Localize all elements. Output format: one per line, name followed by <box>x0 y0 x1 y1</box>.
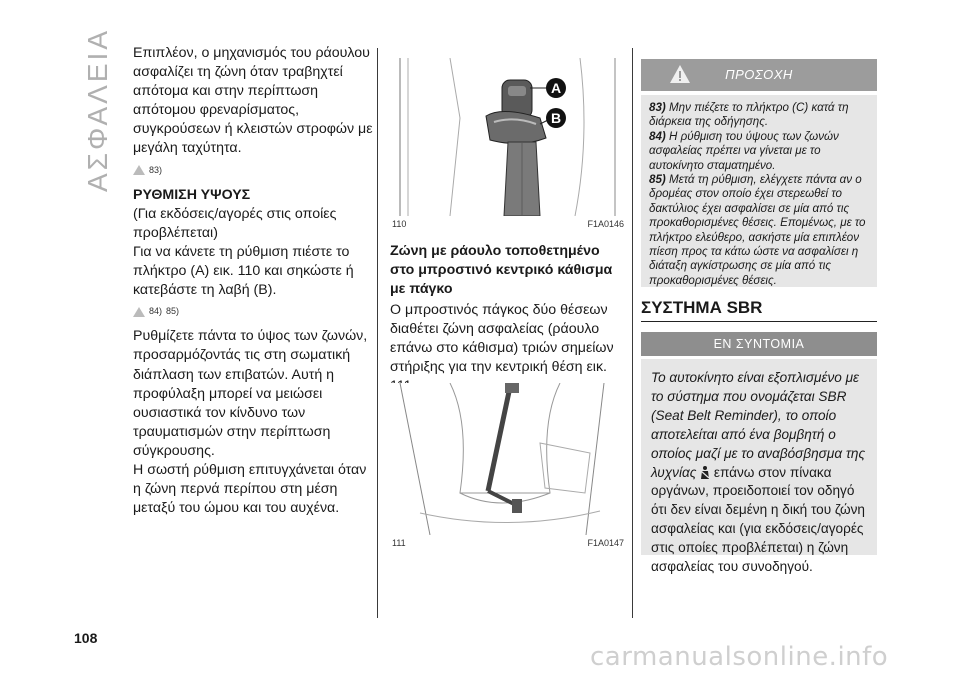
warning-item-83: 83) Μην πιέζετε το πλήκτρο (C) κατά τη διάρκεια της οδήγησης. <box>649 101 849 129</box>
figure-code: F1A0146 <box>587 219 624 229</box>
warning-body <box>641 95 877 287</box>
warning-header <box>641 59 877 91</box>
intro-paragraph: Επιπλέον, ο μηχανισμός του ράουλου ασφαλίζει τη ζώνη όταν τραβηχτεί απότομα και στην περίπτωση απότομου φρεναρίσματος, συγκρούσεων ή κλειστών στροφών με μεγάλη ταχύτητα. <box>133 45 373 157</box>
versions-note: (Για εκδόσεις/αγορές στις οποίες προβλέπεται) <box>133 205 337 241</box>
center-belt-heading: Ζώνη με ράουλο τοποθετημένο στο μπροστινό κεντρικό κάθισμα με πάγκο <box>390 243 613 297</box>
text-column-2 <box>390 242 626 396</box>
sbr-section-title: ΣΥΣΤΗΜΑ SBR <box>641 298 877 322</box>
summary-header: ΕΝ ΣΥΝΤΟΜΙΑ <box>641 332 877 356</box>
height-adjust-heading: ΡΥΘΜΙΣΗ ΥΨΟΥΣ <box>133 186 251 203</box>
center-belt-paragraph: Ο μπροστινός πάγκος δύο θέσεων διαθέτει ζώνη ασφαλείας (ράουλο επάνω στο κάθισμα) τριών σημείων στήριξης για την κεντρική θέση εικ. <box>390 302 614 375</box>
seatbelt-warning-lamp-icon <box>700 466 710 479</box>
summary-paragraph: Το αυτοκίνητο είναι εξοπλισμένο με το σύστημα που ονομάζεται SBR (Seat Belt Reminder), το οποίο αποτελείται από ένα βομβητή ο οποίος μαζί με το αναβόσβησμα της λυχνίας επάνω στον πίνακα οργάνων, προειδοποιεί τον οδηγό ότι δεν είναι δεμένη η δική του ζώνη ασφαλείας και (για εκδόσεις/αγορές στις οποίες προβλέπεται) η ζώνη ασφαλείας του συνοδηγού. <box>651 370 866 575</box>
adjust-instructions: Για να κάνετε τη ρύθμιση πιέστε το πλήκτρο (A) εικ. 110 και σηκώστε ή κατεβάστε τη λαβή (B). <box>133 243 354 299</box>
figure-label-b: B <box>550 110 562 126</box>
page-number: 108 <box>74 630 98 646</box>
figure-code: F1A0147 <box>587 538 624 548</box>
figure-111-caption <box>392 538 624 548</box>
figure-number: 110 <box>392 219 407 229</box>
adjust-advice-paragraph: Ρυθμίζετε πάντα το ύψος των ζωνών, προσαρμόζοντάς τις στη σωματική διάπλαση των επιβατών. Αυτή η προφύλαξη μπορεί να μειώσει ουσιαστικά τον κίνδυνο των τραυματισμών στην περίπτωση σύγκρουσης. <box>133 328 368 459</box>
seatbelt-height-adjuster-illustration <box>390 58 626 216</box>
warning-ref-83: 83) <box>133 161 373 180</box>
watermark: carmanualsonline.info <box>590 642 889 672</box>
warning-item-85: 85) Μετά τη ρύθμιση, ελέγχετε πάντα αν ο δρομέας στον οποίο έχει στερεωθεί το δακτύλιος έχει ασφαλίσει σε μία από τις προκαθορισμένες θέσεις. Επομένως, με το πλήκτρο ελεύθερο, ασκήστε μία επιπλέον πίεση προς τα κάτω ώστε να ασφαλίσει η διάταξη αγκίστρωσης σε μία από τις προκαθορισμένες θέσεις. <box>649 173 866 287</box>
column-divider-1 <box>377 48 378 618</box>
figure-number: 111 <box>392 538 406 548</box>
correct-adjust-paragraph: Η σωστή ρύθμιση επιτυγχάνεται όταν η ζώνη περνά περίπου στη μέση μεταξύ του ώμου και του αυχένα. <box>133 461 367 517</box>
figure-110-caption <box>392 219 624 229</box>
section-sidebar-title: ΑΣΦΑΛΕΙΑ <box>82 27 113 193</box>
warning-title: ΠΡΟΣΟΧΗ <box>725 67 793 82</box>
warning-item-84: 84) Η ρύθμιση του ύψους των ζωνών ασφαλείας πρέπει να γίνεται με το αυτοκίνητο σταματημένο. <box>649 129 839 172</box>
figure-110 <box>390 58 626 216</box>
figure-111 <box>390 383 626 535</box>
center-seat-belt-illustration <box>390 383 626 535</box>
warning-ref-84-85: 84) 85) <box>133 302 373 321</box>
text-column-1 <box>133 44 373 518</box>
warning-triangle-icon <box>133 165 145 175</box>
summary-body <box>641 359 877 575</box>
warning-triangle-icon <box>133 307 145 317</box>
figure-label-a: A <box>550 80 562 96</box>
column-divider-2 <box>632 48 633 618</box>
